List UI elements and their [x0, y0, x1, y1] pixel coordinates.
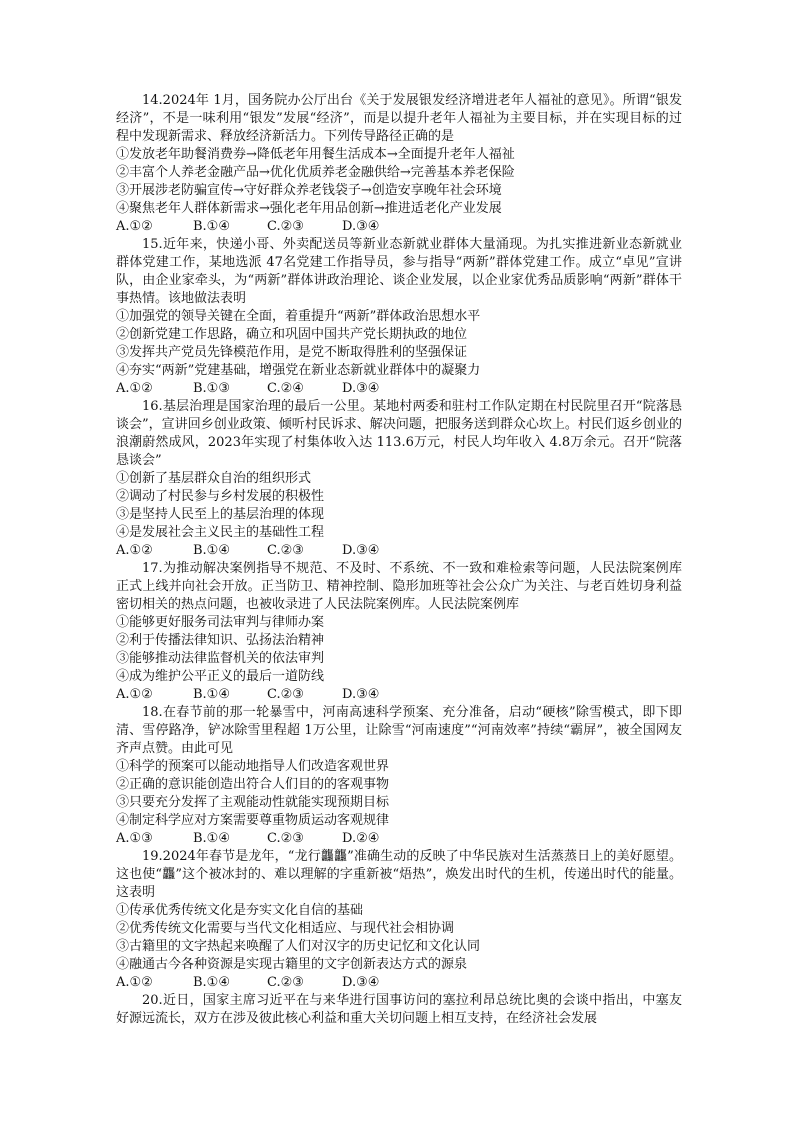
question-17 [116, 560, 682, 704]
answer-choice-d: D.③④ [342, 975, 380, 990]
answer-choice-a: A.①② [116, 543, 153, 558]
statement-option: ④夯实“两新”党建基础，增强党在新业态新就业群体中的凝聚力 [116, 363, 481, 378]
statement-option: ②正确的意识能创造出符合人们目的的客观事物 [116, 777, 390, 792]
question-stem: 17.为推动解决案例指导不规范、不及时、不系统、不一致和难检索等问题，人民法院案例库正式上线并向社会开放。正当防卫、精神控制、隐形加班等社会公众广为关注、与老百姓切身利益密切相关的热点问题，也被收录进了人民法院案例库。人民法院案例库 [116, 561, 682, 612]
question-stem: 20.近日，国家主席习近平在与来华进行国事访问的塞拉利昂总统比奥的会谈中指出，中塞友好源远流长，双方在涉及彼此核心利益和重大关切问题上相互支持，在经济社会发展 [116, 993, 682, 1026]
statement-option: ①能够更好服务司法审判与律师办案 [116, 615, 325, 630]
statement-option: ④制定科学应对方案需要尊重物质运动客观规律 [116, 813, 390, 828]
question-stem: 15.近年来，快递小哥、外卖配送员等新业态新就业群体大量涌现。为扎实推进新业态新就业群体党建工作，某地选派 47名党建工作指导员，参与指导“两新”群体党建工作。成立“卓见”宣讲队，由企业家牵头，为“两新”群体讲政治理论、谈企业发展，以企业家优秀品质影响“两新”群体干事热情。该地做法表明 [116, 237, 682, 306]
answer-choice-b: B.①④ [193, 687, 230, 702]
statement-option: ①科学的预案可以能动地指导人们改造客观世界 [116, 759, 390, 774]
answer-choice-b: B.①④ [193, 975, 230, 990]
answer-choices [116, 218, 682, 236]
answer-choice-b: B.①③ [193, 381, 230, 396]
answer-choice-c: C.②③ [267, 975, 304, 990]
statement-option: ③是坚持人民至上的基层治理的体现 [116, 507, 325, 522]
statement-option: ②优秀传统文化需要与当代文化相适应、与现代社会相协调 [116, 921, 455, 936]
statement-option: ④成为维护公平正义的最后一道防线 [116, 669, 325, 684]
statement-option: ③古籍里的文字热起来唤醒了人们对汉字的历史记忆和文化认同 [116, 939, 481, 954]
statement-option: ②丰富个人养老金融产品→优化优质养老金融供给→完善基本养老保险 [116, 165, 515, 180]
answer-choice-a: A.①② [116, 687, 153, 702]
question-stem: 19.2024年春节是龙年，“龙行龘龘”准确生动的反映了中华民族对生活蒸蒸日上的美好愿望。这也使“龘”这个被冰封的、难以理解的字重新被“焐热”，焕发出时代的生机，传递出时代的能量。这表明 [116, 849, 682, 900]
answer-choice-b: B.①④ [193, 219, 230, 234]
question-14 [116, 92, 682, 236]
statement-option: ③开展涉老防骗宣传→守好群众养老钱袋子→创造安享晚年社会环境 [116, 183, 502, 198]
answer-choice-c: C.②④ [267, 381, 304, 396]
question-20 [116, 992, 682, 1028]
answer-choice-a: A.①② [116, 975, 153, 990]
statement-option: ③只要充分发挥了主观能动性就能实现预期目标 [116, 795, 390, 810]
answer-choice-b: B.①④ [193, 831, 230, 846]
answer-choice-c: C.②③ [267, 687, 304, 702]
answer-choice-d: D.③④ [342, 687, 380, 702]
answer-choice-d: D.③④ [342, 381, 380, 396]
statement-option: ④聚焦老年人群体新需求→强化老年用品创新→推进适老化产业发展 [116, 201, 502, 216]
question-15 [116, 236, 682, 398]
exam-page [116, 92, 682, 1028]
statement-option: ④融通古今各种资源是实现古籍里的文字创新表达方式的源泉 [116, 957, 468, 972]
statement-option: ①发放老年助餐消费券→降低老年用餐生活成本→全面提升老年人福祉 [116, 147, 515, 162]
question-stem: 16.基层治理是国家治理的最后一公里。某地村两委和驻村工作队定期在村民院里召开“院落恳谈会”，宣讲回乡创业政策、倾听村民诉求、解决问题，把服务送到群众心坎上。村民们返乡创业的浪潮蔚然成风，2023年实现了村集体收入达 113.6万元，村民人均年收入 4.8万余元。召开“院落恳谈会” [116, 399, 682, 468]
answer-choice-c: C.②③ [267, 219, 304, 234]
statement-option: ②利于传播法律知识、弘扬法治精神 [116, 633, 325, 648]
answer-choice-d: D.②④ [342, 831, 380, 846]
answer-choice-c: C.②③ [267, 543, 304, 558]
statement-option: ②调动了村民参与乡村发展的积极性 [116, 489, 325, 504]
statement-option: ①创新了基层群众自治的组织形式 [116, 471, 312, 486]
question-18 [116, 704, 682, 848]
statement-option: ③发挥共产党员先锋模范作用，是党不断取得胜利的坚强保证 [116, 345, 468, 360]
answer-choice-d: D.③④ [342, 543, 380, 558]
answer-choices [116, 380, 682, 398]
statement-option: ③能够推动法律监督机关的依法审判 [116, 651, 325, 666]
statement-option: ④是发展社会主义民主的基础性工程 [116, 525, 325, 540]
answer-choices [116, 830, 682, 848]
answer-choice-a: A.①③ [116, 831, 153, 846]
answer-choices [116, 542, 682, 560]
question-stem: 18.在春节前的那一轮暴雪中，河南高速科学预案、充分准备，启动“硬核”除雪模式，即下即清、雪停路净，铲冰除雪里程超 1万公里，让除雪“河南速度”“河南效率”持续“霸屏”，被全国网友齐声点赞。由此可见 [116, 705, 682, 756]
statement-option: ①传承优秀传统文化是夯实文化自信的基础 [116, 903, 364, 918]
question-19 [116, 848, 682, 992]
answer-choices [116, 974, 682, 992]
answer-choice-d: D.③④ [342, 219, 380, 234]
answer-choice-b: B.①④ [193, 543, 230, 558]
answer-choice-a: A.①② [116, 219, 153, 234]
answer-choices [116, 686, 682, 704]
question-16 [116, 398, 682, 560]
answer-choice-c: C.②③ [267, 831, 304, 846]
statement-option: ①加强党的领导关键在全面，着重提升“两新”群体政治思想水平 [116, 309, 481, 324]
question-stem: 14.2024年 1月，国务院办公厅出台《关于发展银发经济增进老年人福祉的意见》。所谓“银发经济”，不是一味利用“银发”发展“经济”，而是以提升老年人福祉为主要目标，并在实现目标的过程中发现新需求、释放经济新活力。下列传导路径正确的是 [116, 93, 682, 144]
answer-choice-a: A.①② [116, 381, 153, 396]
statement-option: ②创新党建工作思路，确立和巩固中国共产党长期执政的地位 [116, 327, 468, 342]
